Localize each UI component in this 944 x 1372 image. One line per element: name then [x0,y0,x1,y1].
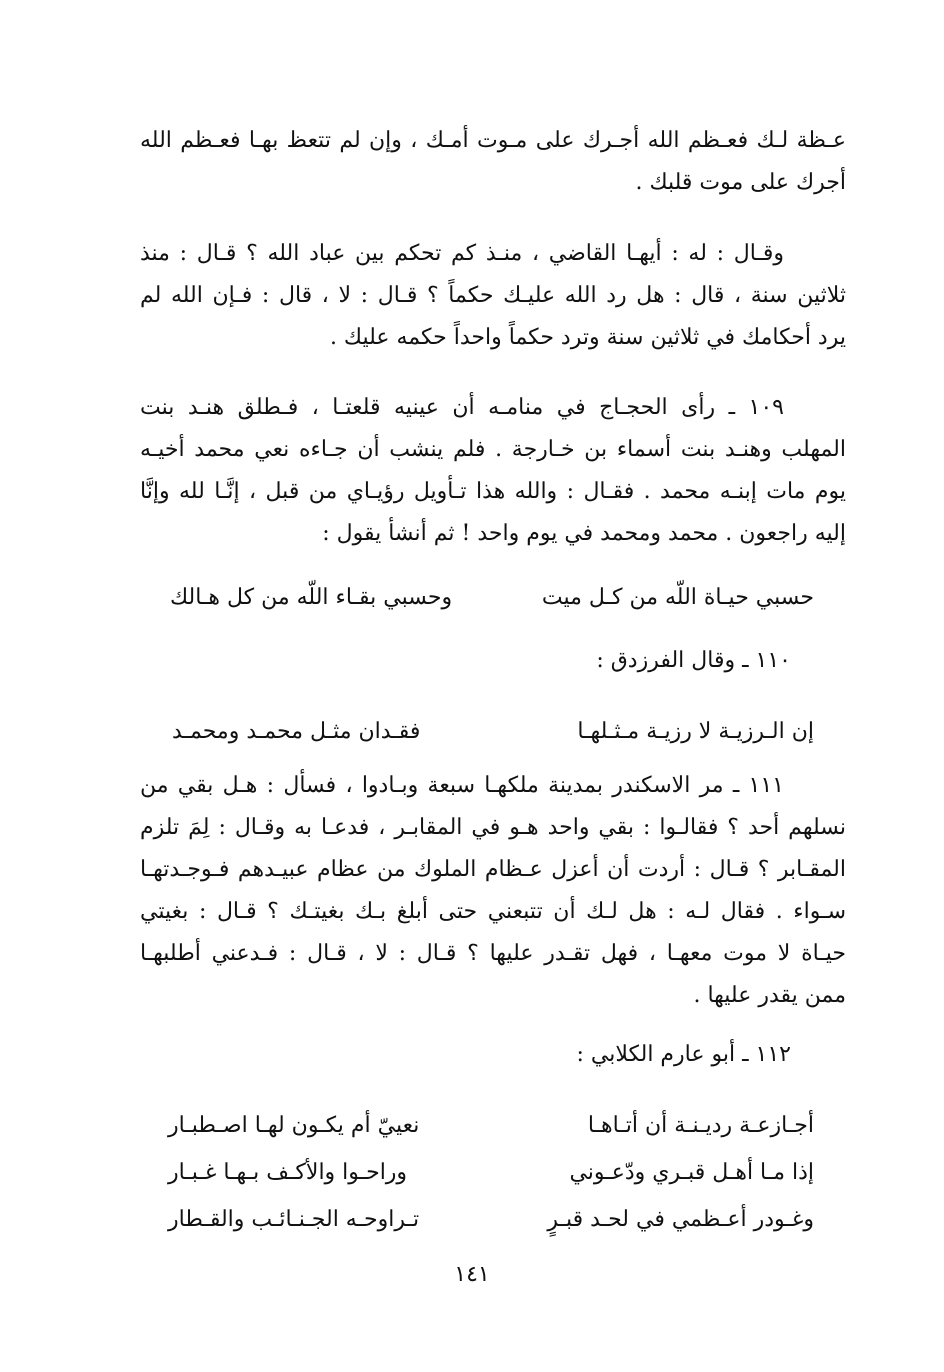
text-line: ثلاثين سنة ، قال : هل رد الله عليـك حكماً ؟ قـال : لا ، قال : فـإن الله لم [140,283,846,308]
text-line: المهلب وهنـد بنت أسماء بن خـارجة . فلم ينشب أن جـاءه نعي محمد أخيـه [140,437,846,462]
section-heading-110: ١١٠ ـ وقال الفرزدق : [596,648,791,673]
paragraph-109 [140,387,846,555]
text-line: يرد أحكامك في ثلاثين سنة وترد حكماً واحداً حكمه عليك . [329,325,846,350]
paragraph-exhortation [140,120,846,204]
poem-line-first: إذا مـا أهـل قبـري ودّعـوني [569,1160,814,1185]
paragraph-judge [140,233,846,359]
verse-first-hemistich: إن الـرزيـة لا رزيـة مـثـلهـا [577,719,814,744]
paragraph-111 [140,765,846,1017]
text-line: ١٠٩ ـ رأى الحجـاج في منامـه أن عينيه قلعتـا ، فـطلق هنـد بنت [140,395,784,420]
text-line: ممن يقدر عليها . [693,983,846,1008]
text-line: وقـال : له : أيهـا القاضي ، منـذ كم تحكم بين عباد الله ؟ قـال : منذ [140,241,784,266]
text-line: إليه راجعون . محمد ومحمد في يوم واحد ! ثم أنشأ يقول : [322,521,846,546]
text-line: ١١١ ـ مر الاسكندر بمدينة ملكهـا سبعة وبـادوا ، فسأل : هـل بقي من [140,773,784,798]
text-line: حيـاة لا موت معهـا ، فهل تقـدر عليها ؟ قـال : لا ، قـال : فـدعني أطلبهـا [140,941,846,966]
text-line: يوم مات إبنـه محمد . فقـال : والله هذا تـأويل رؤيـاي من قبل ، إنَّـا لله وإنَّا [140,479,846,504]
poem-line-second: وراحـوا والأكـف بـهـا غـبـار [168,1160,408,1185]
text-line: عـظة لـك فعـظم الله أجـرك على مـوت أمـك ، وإن لم تتعظ بهـا فعـظم الله [140,128,846,153]
poem-line-first: أجـازعـة رديـنـة أن أتـاهـا [587,1113,814,1138]
poem-line-first: وغـودر أعـظمي في لحـد قبـرٍ [547,1207,814,1232]
poem-line-second: تـراوحـه الجـنـائـب والقـطار [168,1207,420,1232]
poem-line-second: نعييّ أم يكـون لهـا اصـطبـار [168,1113,420,1138]
text-line: نسلهم أحد ؟ فقالـوا : بقي واحد هـو في المقابـر ، فدعـا به وقـال : لِمَ تلزم [140,815,846,840]
section-heading-112: ١١٢ ـ أبو عارم الكلابي : [576,1042,791,1067]
text-line: أجرك على موت قلبك . [635,170,846,195]
page-number: ١٤١ [454,1262,490,1287]
text-line: المقـابر ؟ قـال : أردت أن أعزل عـظام الملوك من عظام عبيـدهم فـوجـدتهـا [140,857,846,882]
verse-first-hemistich: حسبي حيـاة اللّه من كـل ميت [541,585,814,610]
verse-second-hemistich: وحسبي بقـاء اللّه من كل هـالك [170,585,453,610]
text-line: سـواء . فقال لـه : هل لـك أن تتبعني حتى أبلغ بـك بغيتـك ؟ قـال : بغيتي [140,899,846,924]
verse-second-hemistich: فقـدان مثـل محمـد ومحمـد [172,719,421,744]
